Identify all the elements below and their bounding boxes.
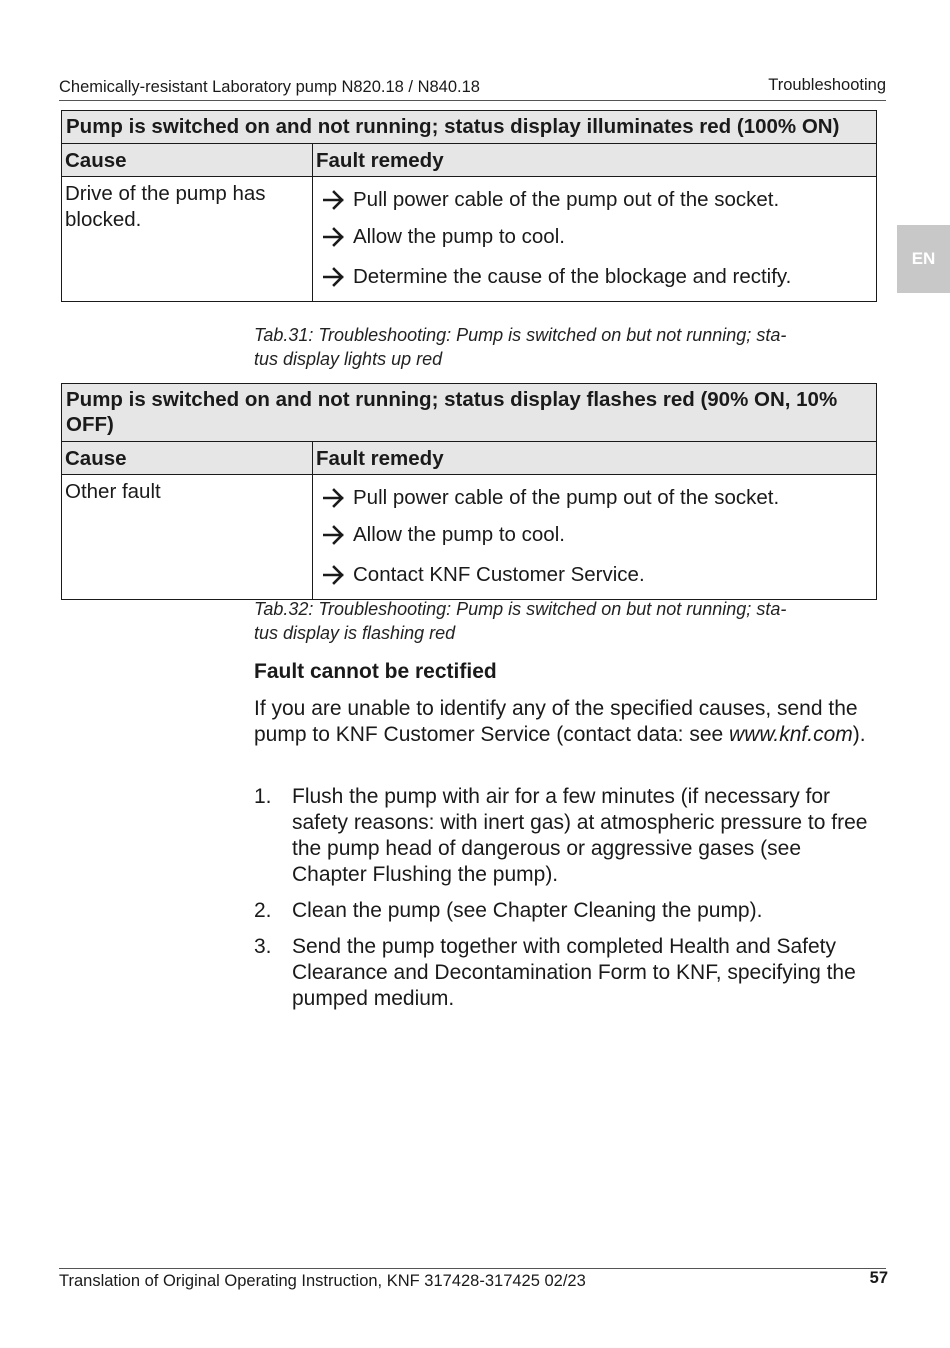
website-link[interactable]: www.knf.com [729,723,853,746]
arrow-right-icon [323,190,345,210]
arrow-right-icon [323,565,345,585]
footer-text: Translation of Original Operating Instruction, KNF 317428-317425 02/23 [59,1272,586,1290]
remedy-item [323,217,872,257]
intro-paragraph [254,696,874,748]
remedy-cell [313,177,877,302]
section-title: Fault cannot be rectified [254,660,497,683]
page-number: 57 [869,1269,888,1287]
remedy-header: Fault remedy [313,442,877,475]
list-item [254,934,879,1012]
remedy-text: Allow the pump to cool. [353,523,565,546]
remedy-item [323,183,872,217]
step-number: 2. [254,899,272,922]
cause-header: Cause [62,442,313,475]
footer-divider [59,1268,886,1269]
caption-line: Tab.31: Troubleshooting: Pump is switched on but not running; sta- [254,325,787,345]
caption-line: Tab.32: Troubleshooting: Pump is switched on but not running; sta- [254,599,787,619]
arrow-right-icon [323,227,345,247]
remedy-text: Pull power cable of the pump out of the socket. [353,486,780,509]
remedy-item [323,481,872,515]
arrow-right-icon [323,488,345,508]
remedy-text: Allow the pump to cool. [353,225,565,248]
remedy-text: Contact KNF Customer Service. [353,563,645,586]
remedy-header: Fault remedy [313,144,877,177]
troubleshooting-table-32 [61,383,877,600]
remedy-item [323,257,872,297]
caption-line: tus display is flashing red [254,623,456,643]
remedy-text: Pull power cable of the pump out of the socket. [353,188,780,211]
table-title: Pump is switched on and not running; status display flashes red (90% ON, 10% OFF) [62,384,877,442]
remedy-text: Determine the cause of the blockage and rectify. [353,265,792,288]
step-text: Send the pump together with completed Health and Safety Clearance and Decontamination Form to KNF, specifying the pumped medium. [292,935,856,1010]
header-doc-title: Chemically-resistant Laboratory pump N820.18 / N840.18 [59,78,480,96]
caption-line: tus display lights up red [254,349,443,369]
header-section: Troubleshooting [768,76,886,94]
remedy-cell [313,475,877,600]
language-tab: EN [897,225,950,293]
step-text: Flush the pump with air for a few minutes (if necessary for safety reasons: with inert gas) at atmospheric pressure to free the pump head of dangerous or aggressive gases (see Chapter Flushing the pump). [292,785,868,886]
intro-text-end: ). [852,723,866,746]
cause-cell: Other fault [62,475,313,600]
remedy-item [323,515,872,555]
remedy-item [323,555,872,595]
troubleshooting-table-31 [61,110,877,302]
step-number: 3. [254,935,272,958]
list-item [254,898,879,924]
table-caption-32 [254,597,864,645]
intro-text: If you are unable to identify any of the specified causes, send the pump to KNF Customer Service (contact data: see [254,697,858,746]
steps-list [254,784,879,1022]
cause-cell: Drive of the pump has blocked. [62,177,313,302]
arrow-right-icon [323,525,345,545]
table-caption-31 [254,323,864,371]
step-text: Clean the pump (see Chapter Cleaning the pump). [292,899,763,922]
list-item [254,784,879,888]
table-title: Pump is switched on and not running; status display illuminates red (100% ON) [62,111,877,144]
header-divider [59,100,886,101]
cause-header: Cause [62,144,313,177]
arrow-right-icon [323,267,345,287]
step-number: 1. [254,785,272,808]
